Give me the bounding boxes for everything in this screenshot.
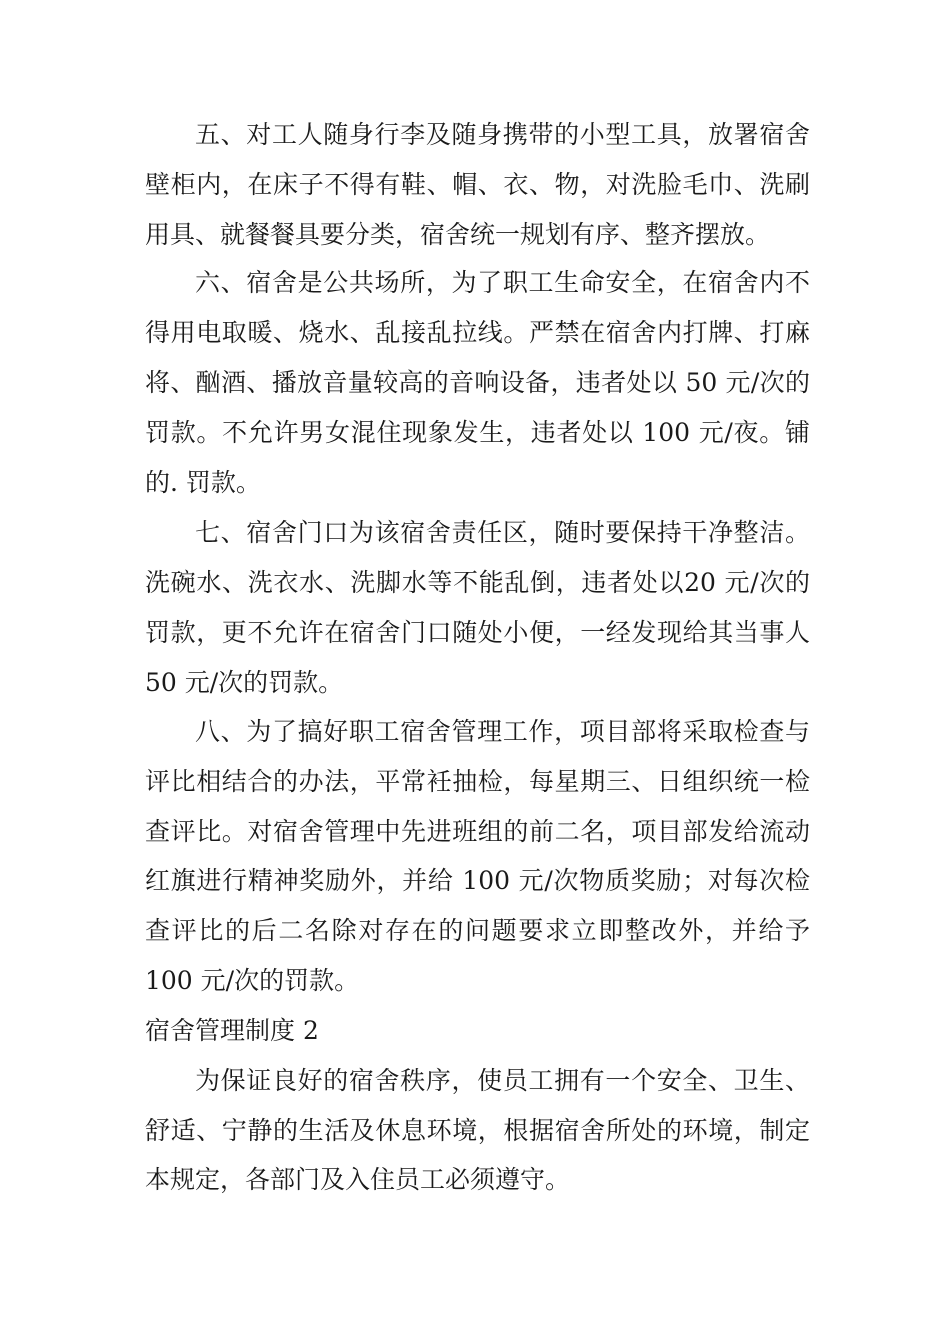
text-line: 为保证良好的宿舍秩序，使员工拥有一个安全、卫生、 xyxy=(195,1066,810,1095)
text-line: 得用电取暖、烧水、乱接乱拉线。严禁在宿舍内打牌、打麻 xyxy=(145,318,810,347)
text-line: 50 元/次的罚款。 xyxy=(145,668,344,697)
text-line: 七、宿舍门口为该宿舍责任区，随时要保持干净整洁。 xyxy=(195,518,810,547)
text-line: 将、酗酒、播放音量较高的音响设备，违者处以 50 元/次的 xyxy=(145,368,810,397)
text-line: 五、对工人随身行李及随身携带的小型工具，放署宿舍 xyxy=(195,120,810,149)
text-line: 罚款，更不允许在宿舍门口随处小便，一经发现给其当事人 xyxy=(145,618,810,647)
text-line: 洗碗水、洗衣水、洗脚水等不能乱倒，违者处以20 元/次的 xyxy=(145,568,810,597)
text-line: 查评比。对宿舍管理中先进班组的前二名，项目部发给流动 xyxy=(145,817,810,846)
text-line: 舒适、宁静的生活及休息环境，根据宿舍所处的环境，制定 xyxy=(145,1116,810,1145)
text-line: 六、宿舍是公共场所，为了职工生命安全，在宿舍内不 xyxy=(195,268,810,297)
text-line: 罚款。不允许男女混住现象发生，违者处以 100 元/夜。铺 xyxy=(145,418,810,447)
text-line: 本规定，各部门及入住员工必须遵守。 xyxy=(145,1165,571,1194)
text-line: 红旗进行精神奖励外，并给 100 元/次物质奖励；对每次检 xyxy=(145,866,810,895)
text-line: 查评比的后二名除对存在的问题要求立即整改外，并给予 xyxy=(145,916,810,945)
text-line: 100 元/次的罚款。 xyxy=(145,966,360,995)
text-line: 用具、就餐餐具要分类，宿舍统一规划有序、整齐摆放。 xyxy=(145,220,771,249)
text-line: 评比相结合的办法，平常衽抽检，每星期三、日组织统一检 xyxy=(145,767,810,796)
section-heading: 宿舍管理制度 2 xyxy=(145,1016,319,1045)
text-line: 壁柜内，在床子不得有鞋、帽、衣、物，对洗脸毛巾、洗刷 xyxy=(145,170,810,199)
text-line: 的. 罚款。 xyxy=(145,468,261,497)
text-line: 八、为了搞好职工宿舍管理工作，项目部将采取检查与 xyxy=(195,717,810,746)
